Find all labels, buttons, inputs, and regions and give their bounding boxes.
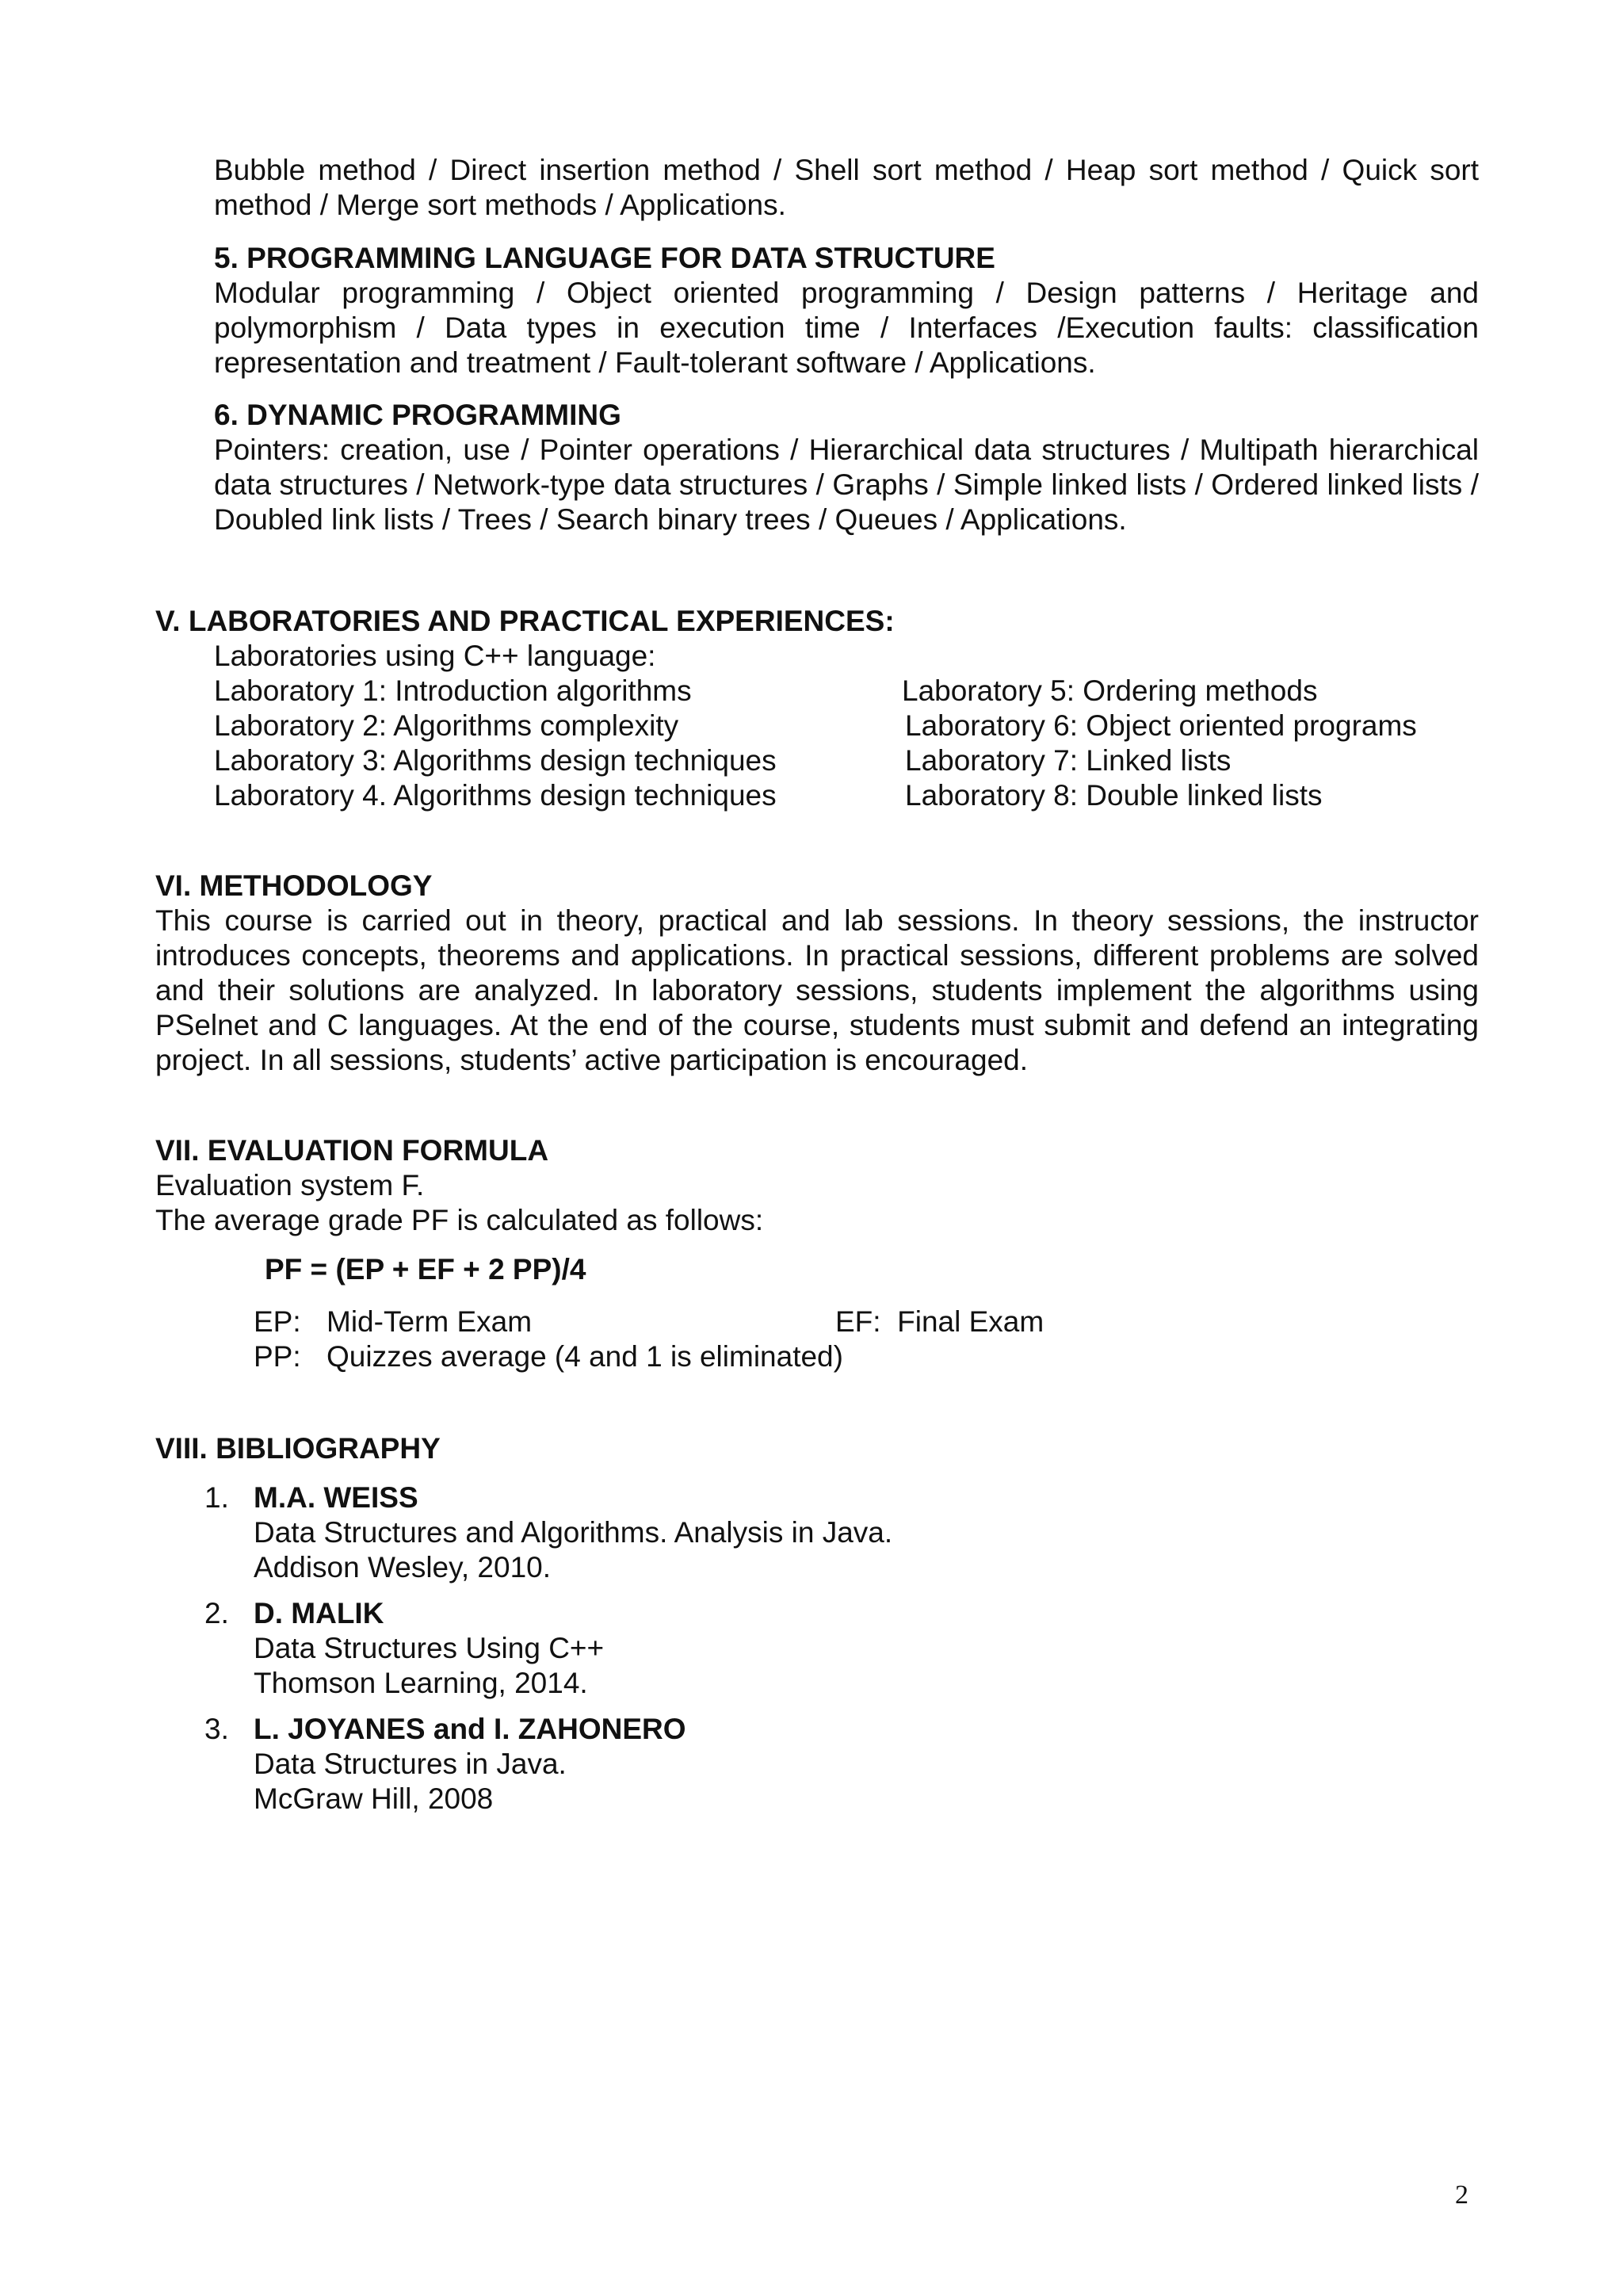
unit-6-title: 6. DYNAMIC PROGRAMMING	[214, 399, 621, 431]
ef-text: Final Exam	[897, 1305, 1044, 1338]
bib-number: 1.	[204, 1481, 229, 1514]
bib-title: Data Structures Using C++	[254, 1632, 605, 1664]
lab-item: Laboratory 7: Linked lists	[905, 744, 1232, 777]
evaluation-system: Evaluation system F.	[155, 1169, 425, 1201]
lab-item: Laboratory 6: Object oriented programs	[905, 709, 1417, 742]
evaluation-average-text: The average grade PF is calculated as follows:	[155, 1204, 764, 1236]
unit-5-title: 5. PROGRAMMING LANGUAGE FOR DATA STRUCTURE	[214, 242, 995, 274]
laboratories-intro: Laboratories using C++ language:	[214, 640, 656, 672]
bib-author: D. MALIK	[254, 1597, 384, 1629]
bib-publisher: Addison Wesley, 2010.	[254, 1551, 552, 1584]
ep-label: EP:	[254, 1305, 301, 1338]
evaluation-ef-row	[835, 1305, 1044, 1339]
sorting-continuation-paragraph: Bubble method / Direct insertion method / Shell sort method / Heap sort method / Quick sort method / Merge sort methods / Applications.	[214, 154, 1479, 221]
evaluation-formula: PF = (EP + EF + 2 PP)/4	[265, 1253, 586, 1286]
pp-text: Quizzes average (4 and 1 is eliminated)	[327, 1340, 843, 1373]
bib-publisher: Thomson Learning, 2014.	[254, 1667, 588, 1699]
lab-item: Laboratory 4. Algorithms design techniques	[214, 779, 777, 812]
bib-publisher: McGraw Hill, 2008	[254, 1782, 494, 1815]
lab-item: Laboratory 1: Introduction algorithms	[214, 674, 692, 707]
laboratories-left-column	[214, 674, 777, 813]
lab-item: Laboratory 5: Ordering methods	[902, 674, 1318, 707]
bib-number: 3.	[204, 1713, 229, 1745]
bib-title: Data Structures and Algorithms. Analysis in Java.	[254, 1516, 893, 1549]
unit-6-block	[214, 398, 1479, 537]
lab-item: Laboratory 3: Algorithms design techniques	[214, 744, 777, 777]
bib-number: 2.	[204, 1597, 229, 1629]
laboratories-right-column	[902, 674, 1417, 813]
methodology-heading: VI. METHODOLOGY	[155, 869, 433, 902]
laboratories-heading: V. LABORATORIES AND PRACTICAL EXPERIENCES:	[155, 605, 895, 637]
bib-author: L. JOYANES and I. ZAHONERO	[254, 1713, 686, 1745]
pp-label: PP:	[254, 1340, 301, 1373]
bib-author: M.A. WEISS	[254, 1481, 418, 1514]
unit-5-block	[214, 241, 1479, 380]
unit-5-body: Modular programming / Object oriented programming / Design patterns / Heritage and polymorphism / Data types in execution time / Interfaces /Execution faults: classification representation and treatment / Fault-tolerant software / Applications.	[214, 277, 1479, 379]
ef-label: EF:	[835, 1305, 881, 1338]
page-number: 2	[1455, 2180, 1468, 2210]
bibliography-heading: VIII. BIBLIOGRAPHY	[155, 1432, 441, 1465]
unit-6-body: Pointers: creation, use / Pointer operations / Hierarchical data structures / Multipath hierarchical data structures / Network-type data structures / Graphs / Simple linked lists / Ordered linked lists / Doubled link lists / Trees / Search binary trees / Queues / Applications.	[214, 434, 1479, 536]
ep-text: Mid-Term Exam	[327, 1305, 533, 1338]
bib-title: Data Structures in Java.	[254, 1748, 567, 1780]
evaluation-heading: VII. EVALUATION FORMULA	[155, 1134, 549, 1167]
lab-item: Laboratory 2: Algorithms complexity	[214, 709, 679, 742]
lab-item: Laboratory 8: Double linked lists	[905, 779, 1323, 812]
evaluation-ep-row	[254, 1305, 532, 1339]
evaluation-pp-row	[254, 1339, 843, 1374]
methodology-body: This course is carried out in theory, practical and lab sessions. In theory sessions, the instructor introduces concepts, theorems and applications. In practical sessions, different problems are solved and their solutions are analyzed. In laboratory sessions, students implement the algorithms using PSelnet and C languages. At the end of the course, students must submit and defend an integrating project. In all sessions, students’ active participation is encouraged.	[155, 904, 1479, 1076]
